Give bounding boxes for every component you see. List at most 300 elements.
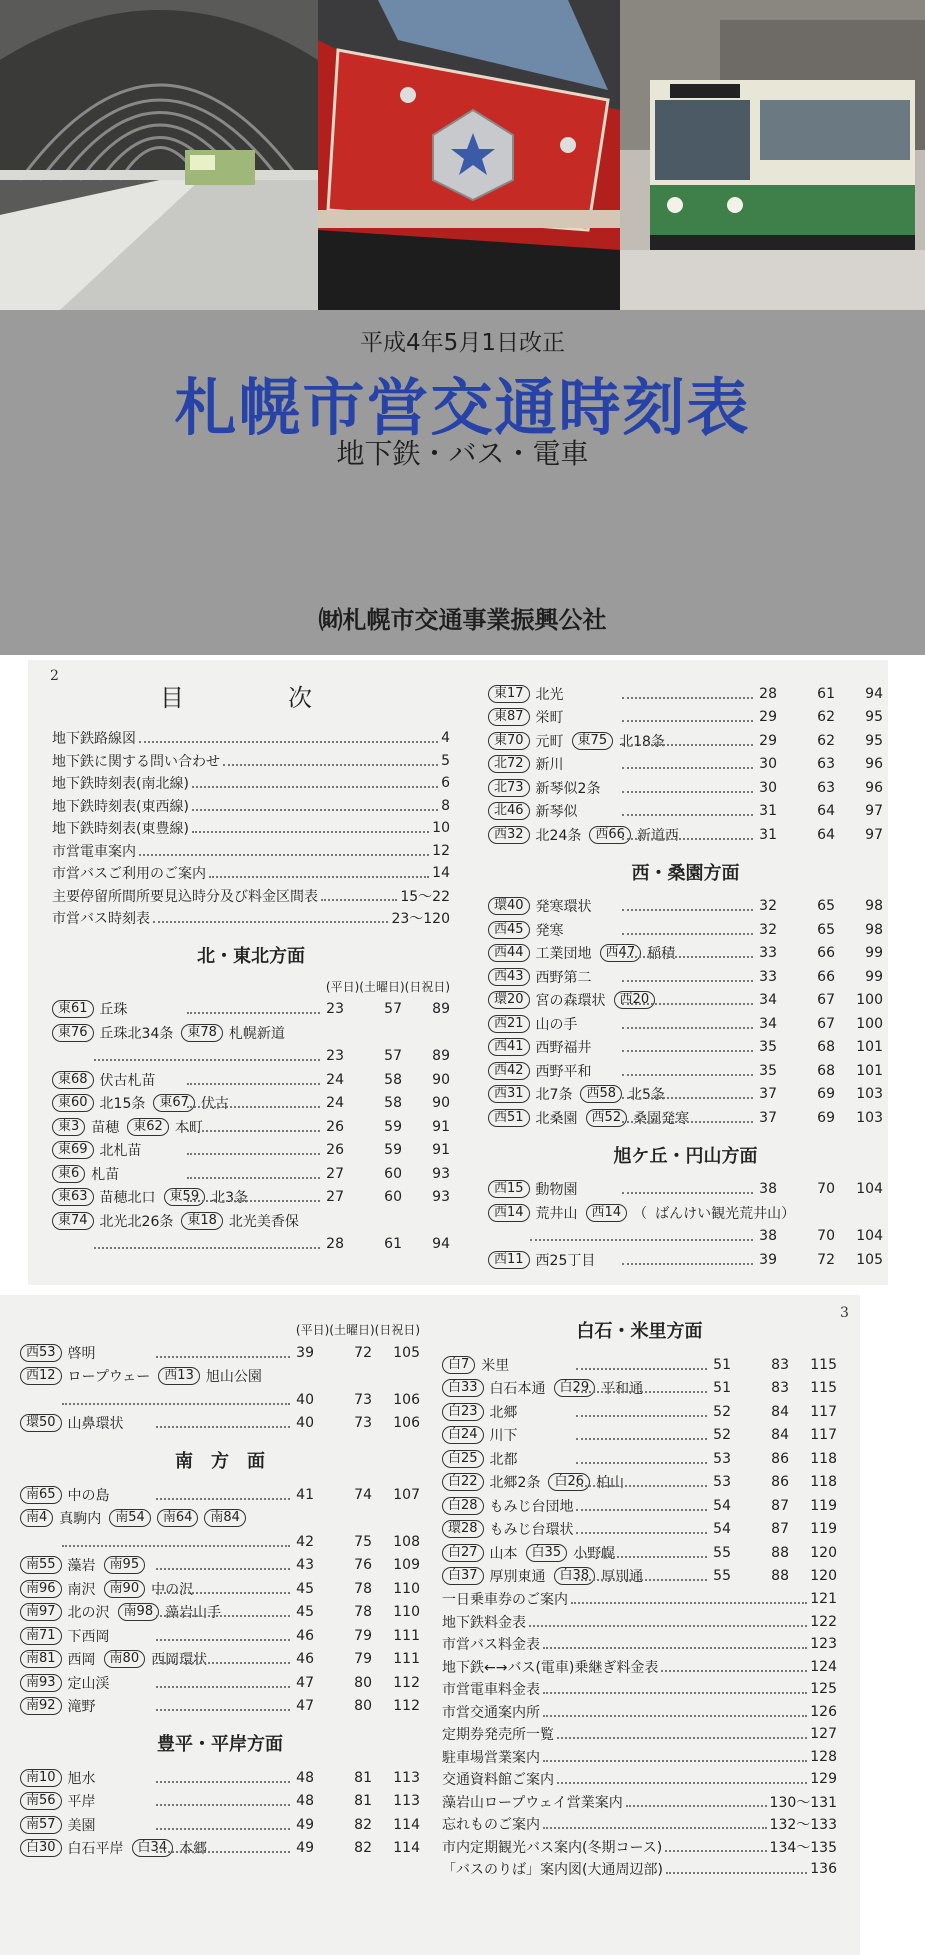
route-number-badge: 西42	[488, 1062, 530, 1080]
cover-photos	[0, 0, 925, 310]
page-holiday: 119	[810, 1497, 837, 1514]
leader-dots	[576, 1462, 708, 1464]
route-name: 西野平和	[535, 1063, 592, 1080]
page-saturday: 69	[817, 1109, 835, 1126]
route-names	[52, 1023, 450, 1043]
section-heading: 南 方 面	[175, 1451, 265, 1472]
route-number-badge: 東3	[52, 1118, 85, 1136]
leader-dots	[94, 1059, 320, 1061]
leader-dots	[622, 720, 754, 722]
page-saturday: 76	[354, 1557, 372, 1574]
route-number-badge: 環50	[20, 1414, 62, 1432]
route-number-badge: 北46	[488, 802, 530, 820]
toc-entry	[442, 1656, 837, 1679]
route-name: 本町	[174, 1119, 203, 1136]
route-row	[442, 1541, 837, 1565]
route-row	[52, 1233, 450, 1257]
page-weekday: 54	[713, 1497, 731, 1514]
route-row	[488, 729, 883, 753]
leader-dots	[576, 1415, 708, 1417]
route-number-badge: 南84	[204, 1509, 246, 1527]
page-weekday: 34	[759, 992, 777, 1009]
toc-entry-page: 134～135	[769, 1839, 837, 1856]
page-weekday: 48	[296, 1769, 314, 1786]
leader-dots	[622, 909, 754, 911]
page-saturday: 78	[354, 1580, 372, 1597]
leader-dots	[530, 1239, 753, 1241]
route-names	[52, 1164, 185, 1184]
route-number-badge: 南4	[20, 1509, 53, 1527]
leader-dots	[576, 1556, 708, 1558]
route-row	[442, 1353, 837, 1377]
route-name: 札苗	[91, 1166, 120, 1183]
route-number-badge: 東87	[488, 708, 530, 726]
route-number-badge: 南54	[109, 1509, 151, 1527]
leader-dots	[156, 1568, 290, 1570]
route-name: 山の手	[535, 1016, 578, 1033]
route-number-badge: 西20	[614, 991, 656, 1009]
leader-dots	[576, 1438, 708, 1440]
page-saturday: 58	[384, 1071, 402, 1088]
route-names	[488, 1014, 620, 1034]
route-name: （	[633, 1205, 648, 1222]
leader-dots	[666, 1872, 807, 1874]
route-row	[20, 1837, 420, 1861]
route-name: 北3条	[211, 1190, 249, 1207]
page-holiday: 114	[393, 1840, 420, 1857]
route-name: 発寒	[535, 922, 564, 939]
page-saturday: 80	[354, 1698, 372, 1715]
page-weekday: 39	[759, 1251, 777, 1268]
route-names	[488, 1037, 620, 1057]
route-name: 真駒内	[59, 1511, 102, 1528]
toc-entry-title: 市内定期観光バス案内(冬期コース)	[442, 1839, 663, 1856]
page-weekday: 28	[326, 1236, 344, 1253]
route-row	[488, 800, 883, 824]
page-saturday: 68	[817, 1062, 835, 1079]
route-number-badge: 南10	[20, 1769, 62, 1787]
page-saturday: 78	[354, 1604, 372, 1621]
toc-entry-page: 130～131	[769, 1794, 837, 1811]
toc-entry-page: 121	[810, 1591, 837, 1608]
page-saturday: 65	[817, 898, 835, 915]
leader-dots	[622, 814, 754, 816]
page-weekday: 31	[759, 826, 777, 843]
page-saturday: 64	[817, 826, 835, 843]
route-row	[488, 942, 883, 966]
page-saturday: 81	[354, 1793, 372, 1810]
route-row	[442, 1447, 837, 1471]
route-number-badge: 東76	[52, 1024, 94, 1042]
page-holiday: 106	[393, 1391, 420, 1408]
toc-entry-page: 129	[810, 1771, 837, 1788]
route-number-badge: 白33	[442, 1379, 484, 1397]
route-name: 平岸	[67, 1794, 96, 1811]
route-name: 美園	[67, 1817, 96, 1834]
route-names	[20, 1508, 420, 1528]
page-holiday: 95	[865, 709, 883, 726]
route-name: 北光	[535, 686, 564, 703]
route-name: 西野第二	[535, 969, 592, 986]
leader-dots	[187, 1106, 320, 1108]
page-saturday: 64	[817, 803, 835, 820]
leader-dots	[156, 1804, 290, 1806]
route-name: ロープウェー	[67, 1369, 151, 1386]
leader-dots	[156, 1498, 290, 1500]
leader-dots	[622, 791, 754, 793]
page-weekday: 23	[326, 1001, 344, 1018]
page-holiday: 109	[393, 1557, 420, 1574]
page-weekday: 32	[759, 921, 777, 938]
toc-entry	[52, 885, 450, 908]
leader-dots	[576, 1532, 708, 1534]
page-weekday: 43	[296, 1557, 314, 1574]
page-number: 3	[840, 1305, 849, 1321]
route-names	[20, 1366, 420, 1386]
page-holiday: 111	[393, 1627, 420, 1644]
page-holiday: 104	[856, 1181, 883, 1198]
toc-entry-title: 駐車場営業案内	[442, 1749, 540, 1766]
page-holiday: 105	[856, 1251, 883, 1268]
route-row	[52, 1092, 450, 1116]
page-holiday: 93	[432, 1165, 450, 1182]
route-name: 稲積	[647, 946, 676, 963]
route-name: 北5条	[628, 1087, 665, 1104]
route-name: 白石平岸	[67, 1841, 124, 1858]
page-saturday: 86	[771, 1474, 789, 1491]
route-number-badge: 白28	[442, 1497, 484, 1515]
toc-entry-page: 126	[810, 1703, 837, 1720]
page-holiday: 105	[393, 1344, 420, 1361]
route-number-badge: 白34	[132, 1839, 174, 1857]
page-weekday: 49	[296, 1840, 314, 1857]
route-name: 西岡環状	[151, 1652, 208, 1669]
route-name: 伏古札苗	[99, 1072, 156, 1089]
toc-entry	[442, 1813, 837, 1836]
leader-dots	[187, 1200, 320, 1202]
route-names	[442, 1519, 574, 1539]
page-holiday: 97	[865, 803, 883, 820]
route-row	[20, 1671, 420, 1695]
route-names	[52, 1187, 249, 1207]
page-holiday: 113	[393, 1769, 420, 1786]
page-holiday: 117	[810, 1427, 837, 1444]
leader-dots	[557, 1737, 807, 1739]
route-name: 北郷2条	[489, 1475, 541, 1492]
page-holiday: 112	[393, 1698, 420, 1715]
page-weekday: 48	[296, 1793, 314, 1810]
page-weekday: 47	[296, 1674, 314, 1691]
page-weekday: 39	[296, 1344, 314, 1361]
route-name: 啓明	[67, 1345, 96, 1362]
route-row	[488, 1225, 883, 1249]
page-holiday: 93	[432, 1189, 450, 1206]
page-saturday: 63	[817, 779, 835, 796]
page-weekday: 52	[713, 1403, 731, 1420]
route-names	[52, 1211, 450, 1231]
route-number-badge: 西21	[488, 1015, 530, 1033]
page-weekday: 45	[296, 1604, 314, 1621]
toc-entry-page: 10	[432, 820, 450, 837]
route-number-badge: 南96	[20, 1580, 62, 1598]
toc-entry-page: 122	[810, 1613, 837, 1630]
leader-dots	[661, 1670, 807, 1672]
route-row	[20, 1341, 420, 1365]
toc-list	[52, 727, 450, 930]
route-row	[20, 1530, 420, 1554]
route-row	[488, 1178, 883, 1202]
subway-car-photo	[318, 0, 620, 310]
page-saturday: 61	[817, 685, 835, 702]
page-saturday: 67	[817, 1015, 835, 1032]
page-holiday: 94	[432, 1236, 450, 1253]
route-name: もみじ台団地	[489, 1498, 574, 1515]
page-holiday: 94	[865, 685, 883, 702]
page-weekday: 38	[759, 1181, 777, 1198]
section-heading: 北・東北方面	[197, 945, 305, 967]
route-name: 旭山公園	[205, 1369, 262, 1386]
route-number-badge: 東68	[52, 1071, 94, 1089]
route-names	[488, 1084, 665, 1104]
route-row	[488, 776, 883, 800]
route-row	[442, 1518, 837, 1542]
route-number-badge: 南80	[104, 1650, 146, 1668]
route-names	[20, 1602, 222, 1622]
route-number-badge: 南64	[157, 1509, 199, 1527]
page-holiday: 91	[432, 1142, 450, 1159]
toc-entry-page: 127	[810, 1726, 837, 1743]
toc-entry-title: 「バスのりば」案内図(大通周辺部)	[442, 1862, 663, 1879]
page-saturday: 58	[384, 1095, 402, 1112]
route-row	[20, 1790, 420, 1814]
leader-dots	[622, 933, 754, 935]
route-number-badge: 東6	[52, 1165, 85, 1183]
leader-dots	[321, 899, 397, 901]
route-name: 新道西	[636, 827, 679, 844]
page-saturday: 74	[354, 1486, 372, 1503]
page-holiday: 97	[865, 826, 883, 843]
page-2	[28, 660, 888, 1285]
page-weekday: 46	[296, 1627, 314, 1644]
route-number-badge: 東61	[52, 1000, 94, 1018]
page-weekday: 26	[326, 1142, 344, 1159]
leader-dots	[543, 1692, 807, 1694]
leader-dots	[571, 1602, 807, 1604]
toc-entry-page: 136	[810, 1861, 837, 1878]
page-saturday: 60	[384, 1189, 402, 1206]
leader-dots	[622, 1074, 754, 1076]
leader-dots	[622, 744, 754, 746]
route-list	[488, 895, 883, 1130]
route-name: 滝野	[67, 1699, 96, 1716]
column-header: (平日)(土曜日)(日祝日)	[295, 1323, 420, 1337]
page-holiday: 89	[432, 1001, 450, 1018]
page-weekday: 24	[326, 1071, 344, 1088]
page-weekday: 55	[713, 1544, 731, 1561]
route-number-badge: 北72	[488, 755, 530, 773]
route-number-badge: 東70	[488, 732, 530, 750]
route-names	[20, 1768, 154, 1788]
page-weekday: 27	[326, 1165, 344, 1182]
page-saturday: 86	[771, 1450, 789, 1467]
route-list	[20, 1766, 420, 1860]
route-names	[488, 1108, 690, 1128]
route-names	[488, 896, 620, 916]
page-saturday: 80	[354, 1674, 372, 1691]
route-names	[442, 1496, 574, 1516]
page-saturday: 59	[384, 1118, 402, 1135]
page-saturday: 66	[817, 945, 835, 962]
route-row	[20, 1483, 420, 1507]
route-names	[488, 990, 650, 1010]
leader-dots	[156, 1686, 290, 1688]
page-holiday: 101	[856, 1039, 883, 1056]
leader-dots	[94, 1247, 320, 1249]
right-column	[442, 1315, 837, 1881]
route-number-badge: 西43	[488, 968, 530, 986]
toc-entry	[442, 1768, 837, 1791]
page-saturday: 60	[384, 1165, 402, 1182]
toc-entry	[442, 1678, 837, 1701]
route-row	[488, 895, 883, 919]
page-holiday: 99	[865, 968, 883, 985]
route-number-badge: 東67	[153, 1094, 195, 1112]
page-holiday: 98	[865, 898, 883, 915]
route-number-badge: 白35	[526, 1544, 568, 1562]
route-name: 発寒環状	[535, 899, 592, 916]
route-row	[488, 965, 883, 989]
route-name: 平和通	[601, 1381, 644, 1398]
route-row	[20, 1412, 420, 1436]
route-number-badge: 西53	[20, 1344, 62, 1362]
route-name: 西25丁目	[535, 1252, 596, 1269]
route-number-badge: 南98	[118, 1603, 160, 1621]
toc-entry-title: 地下鉄路線図	[52, 731, 136, 748]
route-number-badge: 西13	[158, 1367, 200, 1385]
page-saturday: 81	[354, 1769, 372, 1786]
route-number-badge: 白26	[548, 1473, 590, 1491]
toc-entry-page: 12	[432, 842, 450, 859]
route-row	[52, 1162, 450, 1186]
page-holiday: 100	[856, 1015, 883, 1032]
leader-dots	[622, 838, 754, 840]
route-number-badge: 北73	[488, 779, 530, 797]
route-number-badge: 白25	[442, 1450, 484, 1468]
toc-entry-page: 15～22	[400, 888, 450, 905]
toc-entry-page: 6	[441, 775, 450, 792]
leader-dots	[209, 876, 429, 878]
page-holiday: 113	[393, 1793, 420, 1810]
toc-entry-title: 地下鉄←→バス(電車)乗継ぎ料金表	[442, 1659, 659, 1676]
route-name: 北15条	[99, 1096, 146, 1113]
route-names	[488, 1203, 883, 1223]
route-number-badge: 南57	[20, 1816, 62, 1834]
toc-entry	[52, 907, 450, 930]
toc-entry	[52, 795, 450, 818]
toc-entry-page: 23～120	[391, 911, 450, 928]
page-holiday: 103	[856, 1109, 883, 1126]
leader-dots	[557, 1782, 807, 1784]
toc-entry-title: 市営交通案内所	[442, 1704, 540, 1721]
route-number-badge: 東75	[572, 732, 614, 750]
route-names	[488, 731, 665, 751]
column-header: (平日)(土曜日)(日祝日)	[325, 979, 450, 994]
route-row	[488, 823, 883, 847]
page-weekday: 29	[759, 709, 777, 726]
page-holiday: 98	[865, 921, 883, 938]
leader-dots	[622, 1192, 754, 1194]
page-holiday: 96	[865, 779, 883, 796]
route-name: 北札苗	[99, 1143, 142, 1160]
page-saturday: 73	[354, 1415, 372, 1432]
route-row	[442, 1471, 837, 1495]
route-number-badge: 西51	[488, 1109, 530, 1127]
toc-entry	[52, 817, 450, 840]
route-names	[20, 1485, 154, 1505]
page-saturday: 73	[354, 1391, 372, 1408]
page-weekday: 30	[759, 779, 777, 796]
route-row	[20, 1695, 420, 1719]
toc-entry	[442, 1791, 837, 1814]
page-holiday: 91	[432, 1118, 450, 1135]
leader-dots	[622, 980, 754, 982]
page-holiday: 108	[393, 1533, 420, 1550]
route-row	[52, 1209, 450, 1233]
route-names	[488, 1250, 620, 1270]
left-column	[20, 1321, 420, 1860]
page-weekday: 34	[759, 1015, 777, 1032]
route-name: もみじ台環状	[489, 1522, 574, 1539]
route-name: 桑園発寒	[633, 1110, 690, 1127]
section-heading: 旭ケ丘・円山方面	[613, 1145, 758, 1167]
leader-dots	[622, 697, 754, 699]
route-number-badge: 環20	[488, 991, 530, 1009]
page-saturday: 82	[354, 1840, 372, 1857]
page-saturday: 75	[354, 1533, 372, 1550]
page-holiday: 118	[810, 1474, 837, 1491]
route-name: 西岡	[67, 1652, 96, 1669]
page-weekday: 35	[759, 1062, 777, 1079]
toc-entry-page: 132～133	[769, 1817, 837, 1834]
route-name: 柏山	[596, 1475, 625, 1492]
leader-dots	[156, 1709, 290, 1711]
toc-entry-title: 市営バス料金表	[442, 1637, 540, 1654]
leader-dots	[156, 1662, 290, 1664]
route-names	[52, 1140, 185, 1160]
route-names	[488, 801, 620, 821]
route-number-badge: 東62	[127, 1118, 169, 1136]
route-number-badge: 東18	[181, 1212, 223, 1230]
route-names	[20, 1626, 154, 1646]
page-weekday: 53	[713, 1450, 731, 1467]
route-number-badge: 白22	[442, 1473, 484, 1491]
right-column	[488, 682, 883, 1272]
cover-title: 札幌市営交通時刻表	[174, 371, 751, 444]
route-number-badge: 東78	[181, 1024, 223, 1042]
route-name: 北光北26条	[99, 1213, 174, 1230]
route-names	[442, 1566, 644, 1586]
page-weekday: 40	[296, 1391, 314, 1408]
route-name: 栄町	[535, 710, 564, 727]
route-row	[442, 1424, 837, 1448]
route-row	[52, 1139, 450, 1163]
route-names	[488, 1061, 620, 1081]
leader-dots	[192, 809, 438, 811]
route-number-badge: 白30	[20, 1839, 62, 1857]
page-saturday: 88	[771, 1568, 789, 1585]
leader-dots	[622, 1121, 754, 1123]
page-weekday: 46	[296, 1651, 314, 1668]
